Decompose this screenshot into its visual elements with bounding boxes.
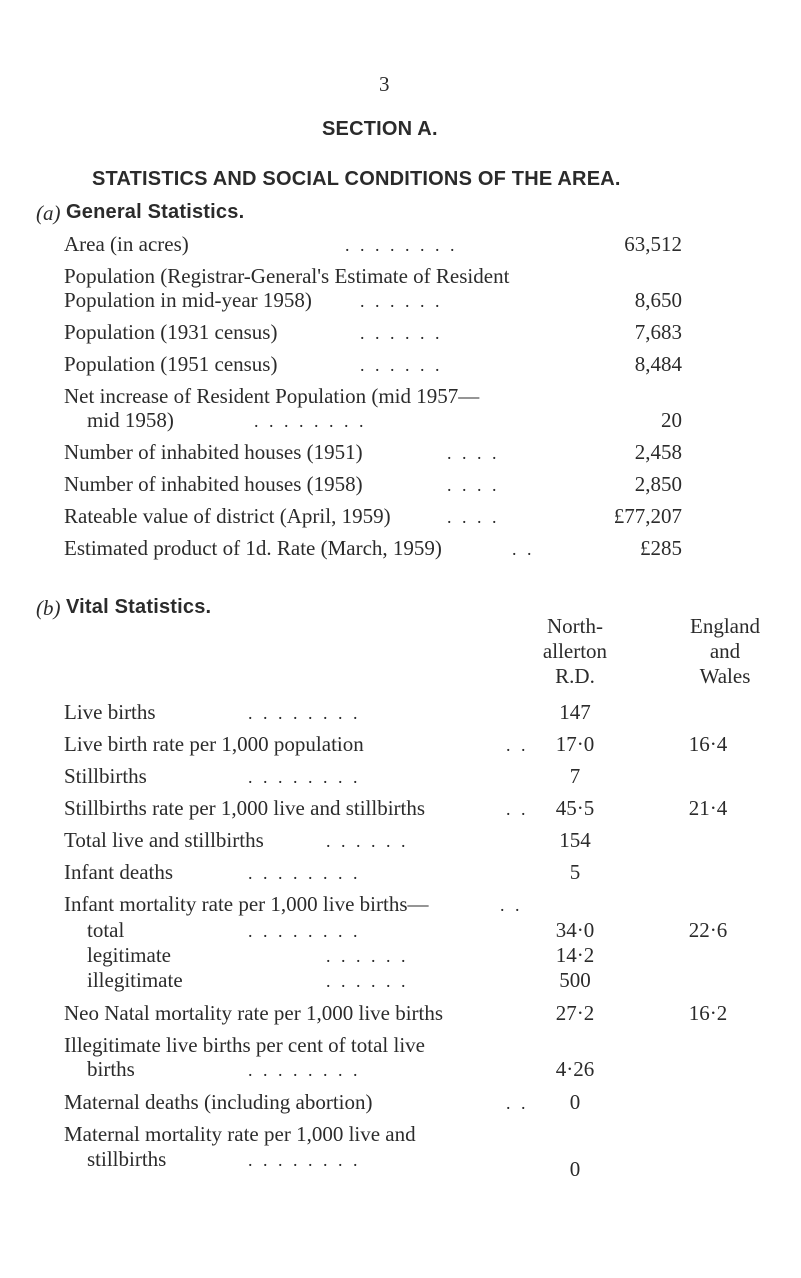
- general-row-value: 2,850: [634, 472, 682, 496]
- vital-marker: (b): [36, 596, 61, 620]
- vital-row-label: Live birth rate per 1,000 population: [64, 732, 364, 756]
- leader-dots: . . . . . .: [326, 831, 409, 851]
- general-row-value: £285: [640, 536, 682, 560]
- general-row-label: Population in mid-year 1958): [64, 288, 312, 312]
- vital-row-value-england-wales: 21·4: [688, 796, 728, 820]
- general-row-label: Population (1951 census): [64, 352, 278, 376]
- vital-row-value-northallerton: 0: [569, 1090, 581, 1114]
- leader-dots: . . . . . . . .: [345, 235, 458, 255]
- general-row-label: Area (in acres): [64, 232, 189, 256]
- leader-dots: . . . . . .: [360, 291, 443, 311]
- col2-header-line2: and: [709, 639, 741, 663]
- general-row-value: 63,512: [624, 232, 682, 256]
- leader-dots: . .: [506, 799, 529, 819]
- vital-row-label: illegitimate: [87, 968, 183, 992]
- leader-dots: . .: [506, 1093, 529, 1113]
- vital-row-value-northallerton: 500: [559, 968, 591, 992]
- vital-heading: Vital Statistics.: [66, 596, 212, 618]
- vital-row-value-england-wales: 16·4: [688, 732, 728, 756]
- vital-row-value-england-wales: 22·6: [688, 918, 728, 942]
- main-title: STATISTICS AND SOCIAL CONDITIONS OF THE AREA.: [92, 168, 621, 190]
- vital-row-value-northallerton: 27·2: [555, 1001, 595, 1025]
- general-row-label: Number of inhabited houses (1958): [64, 472, 363, 496]
- col1-header-line3: R.D.: [555, 664, 595, 688]
- vital-row-label: Total live and stillbirths: [64, 828, 264, 852]
- vital-row-label: legitimate: [87, 943, 171, 967]
- vital-row-value-northallerton: 17·0: [555, 732, 595, 756]
- vital-row-value-northallerton: 5: [569, 860, 581, 884]
- leader-dots: . . . . . . . .: [248, 703, 361, 723]
- general-row-value: £77,207: [613, 504, 682, 528]
- vital-row-label: Infant mortality rate per 1,000 live births—: [64, 892, 429, 916]
- general-row-value: 8,484: [634, 352, 682, 376]
- leader-dots: . .: [500, 895, 523, 915]
- vital-row-value-northallerton: 45·5: [555, 796, 595, 820]
- leader-dots: . .: [506, 735, 529, 755]
- general-row-label: Estimated product of 1d. Rate (March, 1959): [64, 536, 442, 560]
- vital-row-label-line1: Illegitimate live births per cent of total live: [64, 1033, 425, 1057]
- vital-row-label: Infant deaths: [64, 860, 174, 884]
- leader-dots: . . . . . . . .: [254, 411, 367, 431]
- leader-dots: . . . . . . . .: [248, 863, 361, 883]
- page-number: 3: [379, 72, 390, 96]
- general-row-value: 7,683: [634, 320, 682, 344]
- general-row-value: 8,650: [634, 288, 682, 312]
- leader-dots: . .: [512, 539, 535, 559]
- vital-row-label: Stillbirths: [64, 764, 147, 788]
- col2-header-line1: England: [690, 614, 760, 638]
- leader-dots: . . . . . .: [360, 323, 443, 343]
- leader-dots: . . . . . . . .: [248, 767, 361, 787]
- vital-row-label-line1: Maternal mortality rate per 1,000 live and: [64, 1122, 416, 1146]
- general-row-label: Population (1931 census): [64, 320, 278, 344]
- leader-dots: . . . .: [447, 507, 500, 527]
- leader-dots: . . . . . . . .: [248, 1060, 361, 1080]
- leader-dots: . . . . . .: [326, 971, 409, 991]
- vital-row-value-northallerton: 34·0: [555, 918, 595, 942]
- general-row-value: 20: [661, 408, 682, 432]
- general-row-label: mid 1958): [87, 408, 174, 432]
- vital-row-label: Maternal deaths (including abortion): [64, 1090, 373, 1114]
- vital-row-label: Neo Natal mortality rate per 1,000 live births: [64, 1001, 444, 1025]
- leader-dots: . . . . . . . .: [248, 921, 361, 941]
- vital-row-label: births: [87, 1057, 135, 1081]
- general-heading: General Statistics.: [66, 201, 245, 223]
- general-row-value: 2,458: [634, 440, 682, 464]
- leader-dots: . . . . . .: [326, 946, 409, 966]
- general-row-label-line1: Population (Registrar-General's Estimate of Resident: [64, 264, 510, 288]
- general-row-label-line1: Net increase of Resident Population (mid 1957—: [64, 384, 480, 408]
- leader-dots: . . . . . . . .: [248, 1150, 361, 1170]
- vital-row-label: stillbirths: [87, 1147, 167, 1171]
- col1-header-line2: allerton: [542, 639, 608, 663]
- vital-row-value-northallerton: 0: [569, 1157, 581, 1181]
- vital-row-label: Live births: [64, 700, 156, 724]
- leader-dots: . . . .: [447, 475, 500, 495]
- vital-row-value-northallerton: 14·2: [555, 943, 595, 967]
- leader-dots: . . . . . .: [360, 355, 443, 375]
- vital-row-label: total: [87, 918, 125, 942]
- col2-header-line3: Wales: [699, 664, 751, 688]
- vital-row-value-england-wales: 16·2: [688, 1001, 728, 1025]
- section-title: SECTION A.: [322, 118, 438, 140]
- vital-row-label: Stillbirths rate per 1,000 live and stillbirths: [64, 796, 426, 820]
- vital-row-value-northallerton: 7: [569, 764, 581, 788]
- vital-row-value-northallerton: 147: [559, 700, 591, 724]
- general-row-label: Rateable value of district (April, 1959): [64, 504, 391, 528]
- col1-header-line1: North-: [547, 614, 603, 638]
- vital-row-value-northallerton: 154: [559, 828, 591, 852]
- vital-row-value-northallerton: 4·26: [555, 1057, 595, 1081]
- general-row-label: Number of inhabited houses (1951): [64, 440, 363, 464]
- general-marker: (a): [36, 201, 61, 225]
- leader-dots: . . . .: [447, 443, 500, 463]
